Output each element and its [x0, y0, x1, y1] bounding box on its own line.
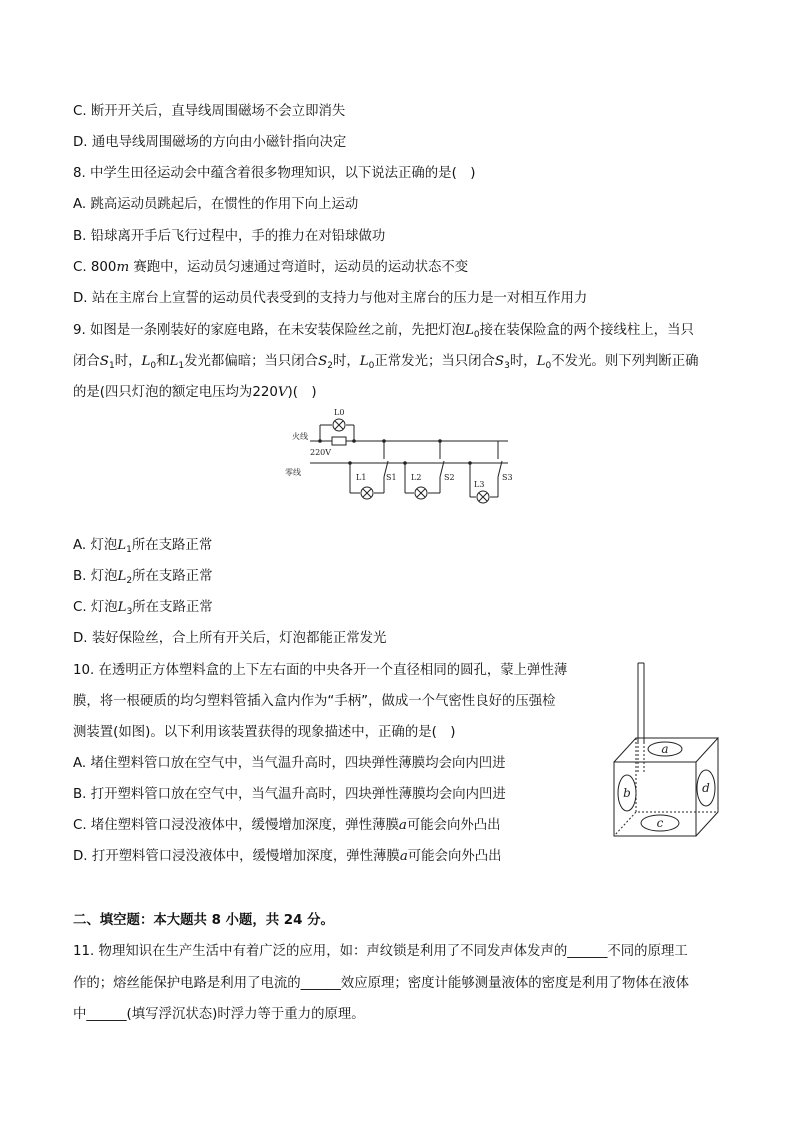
section-2-heading: 二、填空题：本大题共 8 小题，共 24 分。	[73, 913, 334, 928]
question-11-line-1: 11. 物理知识在生产生活中有着广泛的应用，如：声纹锁是利用了不同发声体发声的______不同的原理工	[73, 944, 688, 959]
q8-option-d: D. 站在主席台上宣誓的运动员代表受到的支持力与他对主席台的压力是一对相互作用力	[73, 291, 588, 306]
option-d-q7: D. 通电导线周围磁场的方向由小磁针指向决定	[73, 135, 347, 150]
q8-option-a: A. 跳高运动员跳起后，在惯性的作用下向上运动	[73, 197, 359, 212]
lamp-l3-label: L3	[474, 480, 485, 489]
voltage-label: 220V	[310, 448, 332, 457]
q10-option-a: A. 堵住塑料管口放在空气中，当气温升高时，四块弹性薄膜均会向内凹进	[73, 756, 506, 771]
question-10-line-2: 膜，将一根硬质的均匀塑料管插入盒内作为“手柄”，做成一个气密性良好的压强检	[73, 694, 556, 709]
question-8: 8. 中学生田径运动会中蕴含着很多物理知识，以下说法正确的是( )	[73, 166, 476, 181]
lamp-icon	[333, 419, 489, 503]
q9-option-b: B. 灯泡$L_2$所在支路正常	[73, 569, 213, 586]
distance-value: 800	[90, 260, 117, 275]
live-wire-label: 火线	[292, 432, 308, 441]
question-10-line-3: 测装置(如图)。以下利用该装置获得的现象描述中，正确的是( )	[73, 725, 456, 740]
option-c-q7: C. 断开开关后，直导线周围磁场不会立即消失	[73, 104, 346, 119]
question-9-line-2: 闭合$S_1$时，$L_0$和$L_1$发光都偏暗；当只闭合$S_2$时，$L_0$正常发光；当只闭合$S_3$时，$L_0$不发光。则下列判断正确	[73, 354, 699, 371]
question-10-line-1: 10. 在透明正方体塑料盒的上下左右面的中央各开一个直径相同的圆孔，蒙上弹性薄	[73, 663, 568, 678]
membrane-a-label: a	[661, 742, 669, 756]
q9-option-a: A. 灯泡$L_1$所在支路正常	[73, 538, 213, 555]
q8-option-b: B. 铅球离开手后飞行过程中，手的推力在对铅球做功	[73, 229, 386, 244]
q10-option-d: D. 打开塑料管口浸没液体中，缓慢增加深度，弹性薄膜a可能会向外凸出	[73, 849, 502, 864]
lamp-l2-label: L2	[411, 473, 422, 482]
lamp-l0-label: L0	[334, 408, 345, 417]
neutral-wire-label: 零线	[285, 468, 301, 477]
lamp-l1-label: L1	[356, 473, 367, 482]
q9-option-d: D. 装好保险丝，合上所有开关后，灯泡都能正常发光	[73, 631, 387, 646]
membrane-c-label: c	[656, 816, 664, 830]
question-9-line-1: 9. 如图是一条刚装好的家庭电路，在未安装保险丝之前，先把灯泡$L_0$接在装保险盒的两个接线柱上，当只	[73, 323, 694, 340]
q9-option-c: C. 灯泡$L_3$所在支路正常	[73, 600, 213, 617]
switch-s2-label: S2	[444, 473, 455, 482]
distance-unit: m	[116, 260, 130, 275]
switch-s3-label: S3	[502, 473, 513, 482]
switch-s1-label: S1	[386, 473, 397, 482]
q10-option-c: C. 堵住塑料管口浸没液体中，缓慢增加深度，弹性薄膜a可能会向外凸出	[73, 818, 501, 833]
circuit-diagram	[280, 405, 520, 505]
question-11-line-3: 中______(填写浮沉状态)时浮力等于重力的原理。	[73, 1007, 365, 1022]
cube-diagram	[608, 660, 728, 842]
membrane-d-label: d	[702, 781, 710, 795]
q8-option-c: C. 800m 赛跑中，运动员匀速通过弯道时，运动员的运动状态不变	[73, 260, 469, 275]
question-11-line-2: 作的；熔丝能保护电路是利用了电流的______效应原理；密度计能够测量液体的密度是利用了物体在液体	[73, 976, 689, 991]
q10-option-b: B. 打开塑料管口放在空气中，当气温升高时，四块弹性薄膜均会向内凹进	[73, 787, 506, 802]
membrane-b-label: b	[623, 786, 631, 800]
question-9-line-3: 的是(四只灯泡的额定电压均为220V)( )	[73, 385, 317, 400]
